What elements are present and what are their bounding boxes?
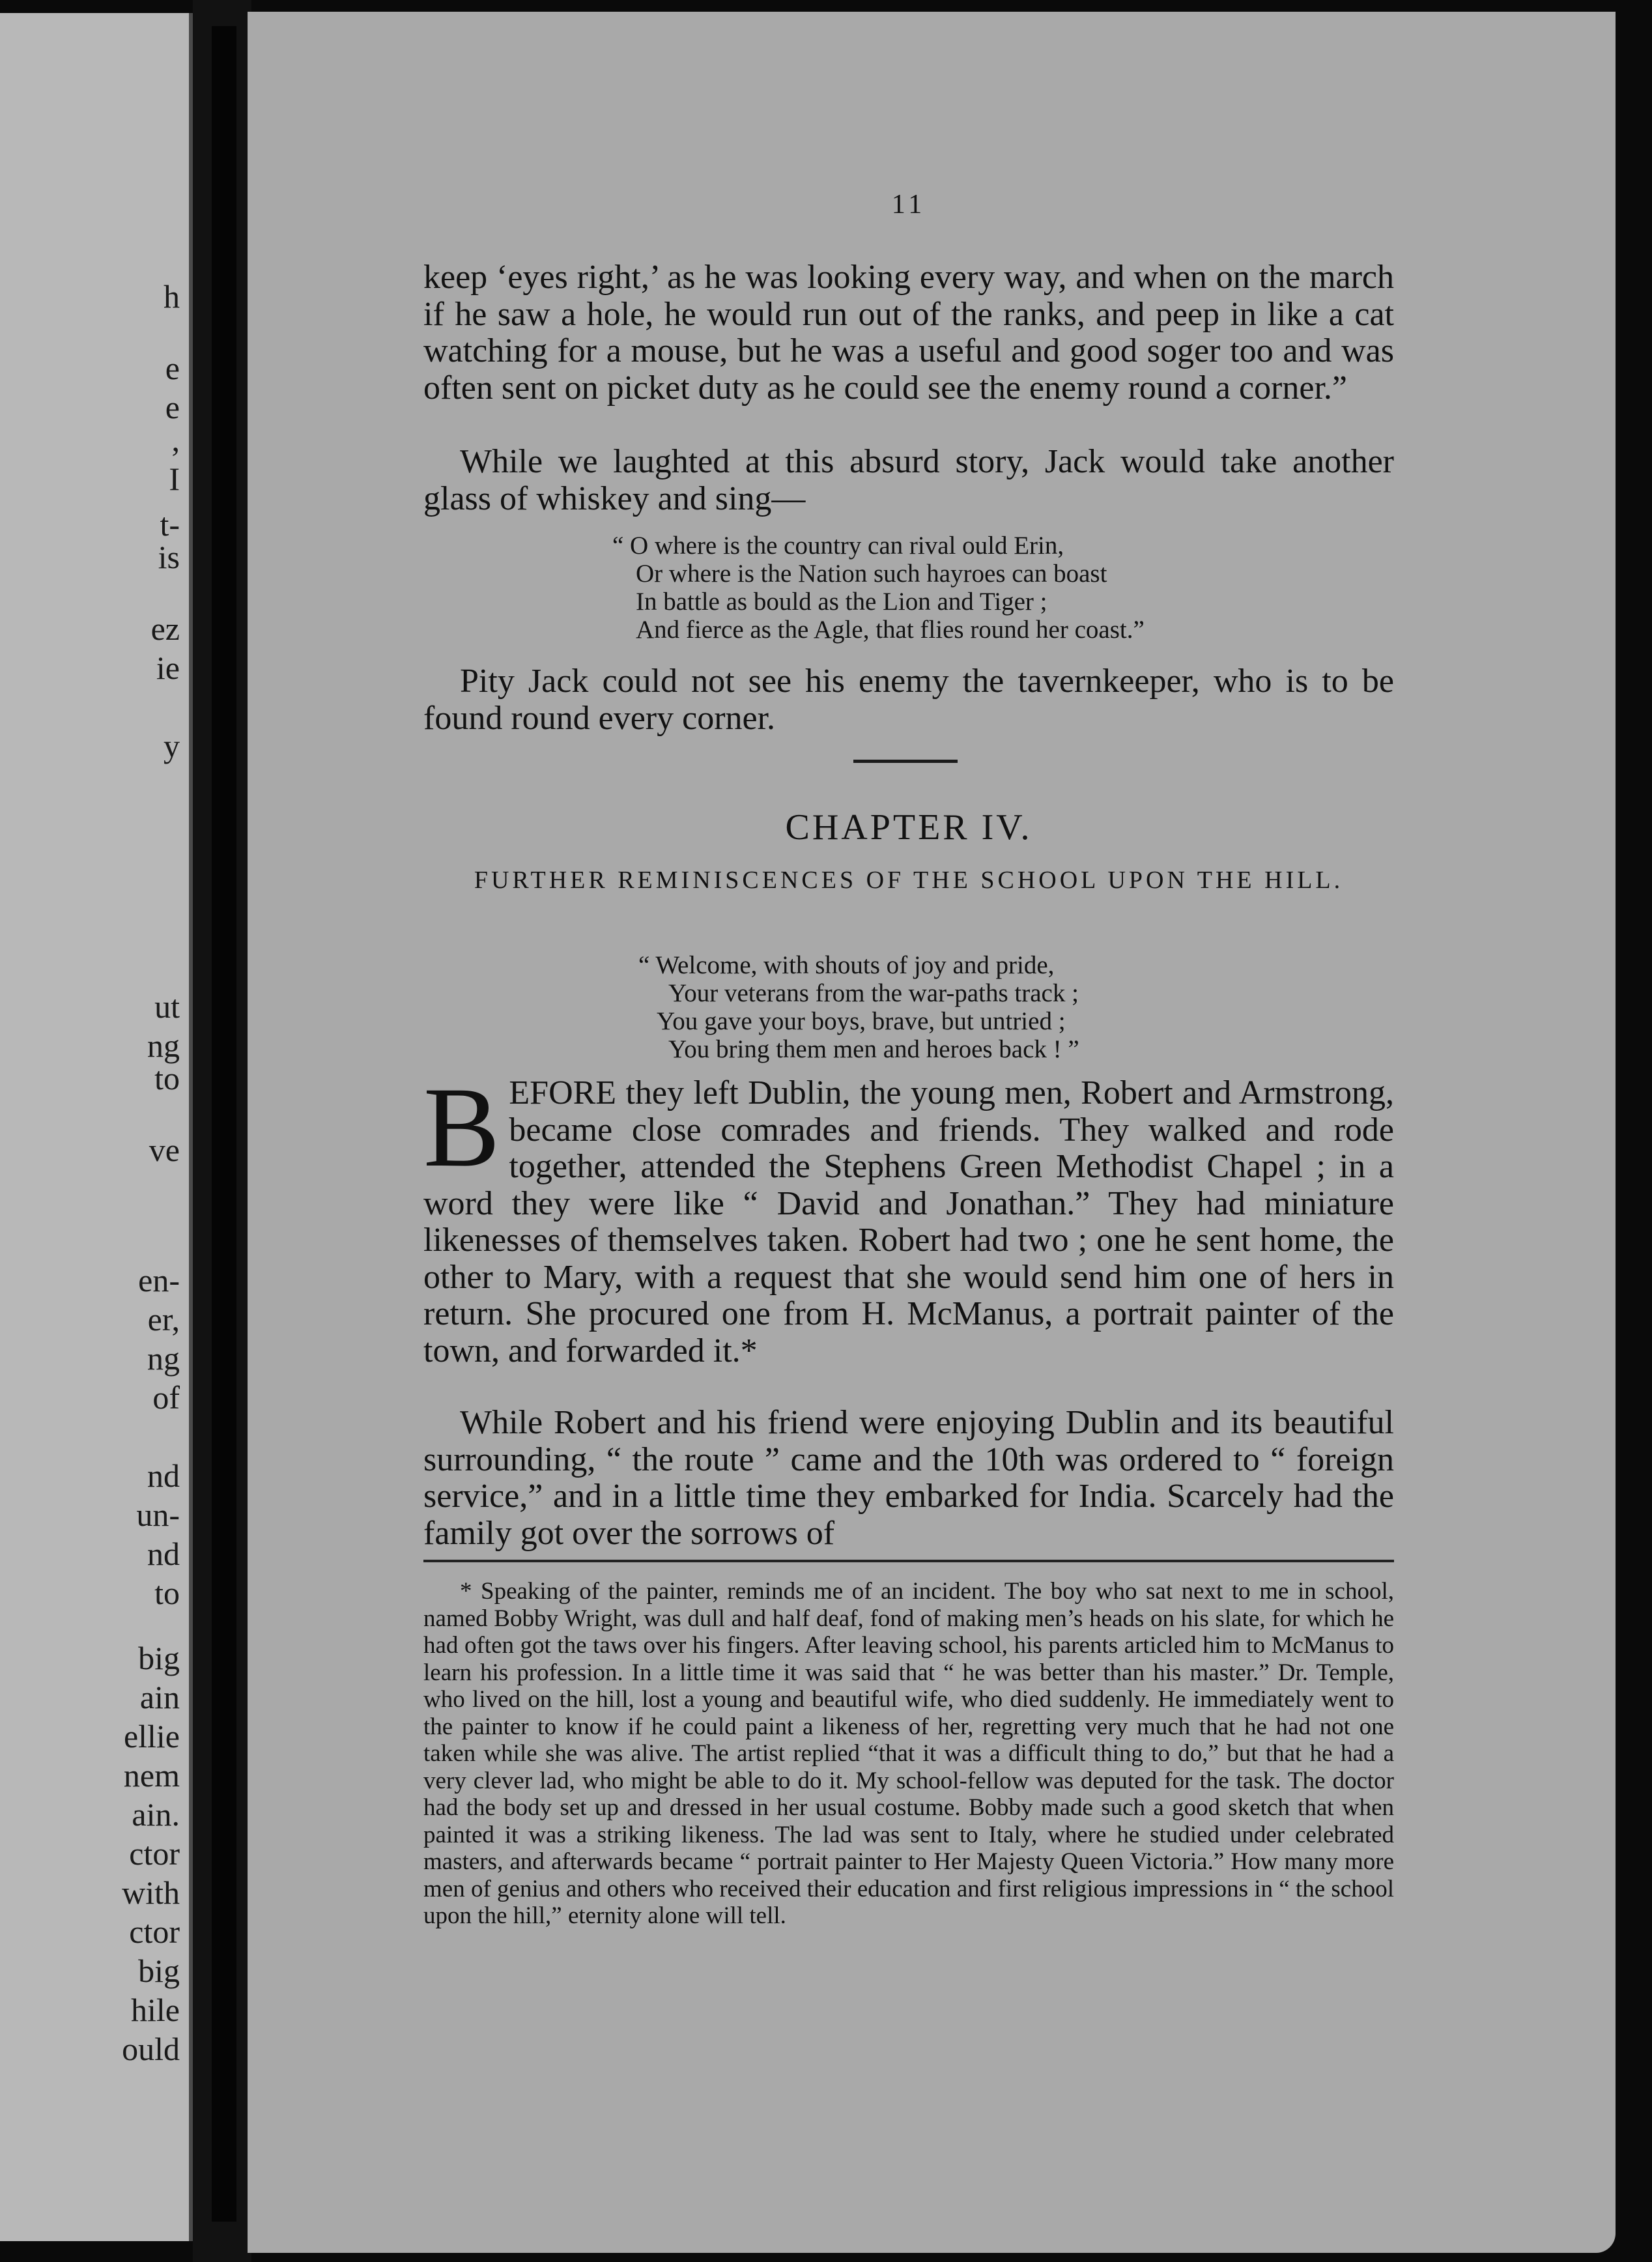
verse-welcome-lines xyxy=(638,951,1355,1063)
left-page-fragment: to xyxy=(154,1060,180,1096)
left-page-fragment: nem xyxy=(123,1757,180,1794)
left-page-fragment: big xyxy=(138,1640,180,1676)
verse-erin-lines xyxy=(612,532,1394,644)
verse-line: And fierce as the Agle, that flies round her coast.” xyxy=(636,616,1145,644)
left-page-fragment: e xyxy=(165,350,180,386)
pity-text: Pity Jack could not see his enemy the tavernkeeper, who is to be found round every corner. xyxy=(423,663,1394,737)
left-page-fragment: e xyxy=(165,389,180,425)
left-page-fragment: ellie xyxy=(123,1718,180,1754)
left-page-fragment: er, xyxy=(147,1301,180,1338)
left-page-fragment: to xyxy=(154,1575,180,1611)
chapter-title: CHAPTER IV. xyxy=(785,807,1032,848)
verse-line: “ Welcome, with shouts of joy and pride, xyxy=(638,951,1055,979)
left-page-fragment: ie xyxy=(156,650,180,686)
verse-line: “ O where is the country can rival ould Erin, xyxy=(612,532,1064,560)
left-facing-page xyxy=(0,13,193,2241)
while-paragraph xyxy=(423,1405,1394,1552)
left-page-fragment: en- xyxy=(138,1262,180,1298)
drop-cap: B xyxy=(423,1064,500,1191)
left-page-fragment: ve xyxy=(149,1132,180,1168)
left-page-fragment: ng xyxy=(147,1340,180,1377)
left-page-fragment: ut xyxy=(154,988,180,1025)
left-page-fragment: ctor xyxy=(129,1835,180,1872)
left-page-fragment: hile xyxy=(131,1992,180,2028)
continuation-paragraph xyxy=(423,259,1394,407)
right-page xyxy=(248,12,1616,2253)
continuation-text: keep ‘eyes right,’ as he was looking every way, and when on the march if he saw a hole, he would run out of the ranks, and peep in like a cat watching for a mouse, but he was a useful and good soger too and was often sent on picket duty as he could see the enemy round a corner.” xyxy=(423,259,1394,407)
pity-paragraph xyxy=(423,663,1394,737)
left-page-fragment: ain xyxy=(139,1679,180,1715)
footnote-rule xyxy=(423,1560,1394,1562)
page-number: 11 xyxy=(891,190,926,220)
verse-line: You gave your boys, brave, but untried ; xyxy=(657,1007,1066,1035)
verse-line: Your veterans from the war-paths track ; xyxy=(668,979,1079,1007)
left-page-fragment: with xyxy=(122,1874,180,1911)
left-page-fragment: ez xyxy=(150,610,180,647)
verse-line: In battle as bould as the Lion and Tiger ; xyxy=(636,588,1047,616)
left-page-fragment: h xyxy=(164,278,180,315)
left-page-fragment: is xyxy=(158,539,180,575)
verse-welcome xyxy=(638,951,1355,1063)
left-page-fragment: ctor xyxy=(129,1913,180,1950)
left-page-fragment: of xyxy=(152,1379,180,1416)
verse-erin xyxy=(612,532,1394,644)
gutter-shadow xyxy=(212,26,236,2222)
while-text: While Robert and his friend were enjoying Dublin and its beautiful surrounding, “ the route ” came and the 10th was ordered to “ foreign service,” and in a little time they embarked for India. Scarcely had the family got over the sorrows of xyxy=(423,1404,1394,1552)
left-page-fragment: , xyxy=(171,422,180,458)
left-page-fragment: nd xyxy=(147,1457,180,1494)
laugh-text: While we laughted at this absurd story, Jack would take another glass of whiskey and sing— xyxy=(423,443,1394,517)
footnote-text: * Speaking of the painter, reminds me of an incident. The boy who sat next to me in school, named Bobby Wright, was dull and half deaf, fond of making men’s heads on his slate, for which he had often got the taws over his fingers. After leaving school, his parents articled him to McManus to learn his profession. In a little time it was said that “ he was better than his master.” Dr. Temple, who lived on the hill, lost a young and beautiful wife, who died suddenly. He immediately went to the painter to know if he could paint a likeness of her, regretting very much that he had not one taken while she was alive. The artist replied “that it was a difficult thing to do,” but that he had a very clever lad, who might be able to do it. My school-fellow was deputed for the task. The doctor had the body set up and dressed in her usual costume. Bobby made such a good sketch that when painted it was a striking likeness. The lad was sent to Italy, where he studied under celebrated masters, and afterwards became “ portrait painter to Her Majesty Queen Victoria.” How many more men of genius and others who received their education and first religious impressions in “ the school upon the hill,” eternity alone will tell. xyxy=(423,1578,1394,1929)
section-divider xyxy=(853,760,958,763)
before-paragraph xyxy=(423,1064,1394,1369)
verse-line: You bring them men and heroes back ! ” xyxy=(668,1035,1079,1063)
before-text: EFORE they left Dublin, the young men, Robert and Armstrong, became close comrades and friends. They walked and rode together, attended the Stephens Green Methodist Chapel ; in a word they were like “ David and Jonathan.” They had miniature likenesses of themselves taken. Robert had two ; one he sent home, the other to Mary, with a request that she would send him one of hers in return. She procured one from H. McManus, a portrait painter of the town, and forwarded it.* xyxy=(423,1074,1394,1369)
laugh-paragraph xyxy=(423,444,1394,517)
left-page-fragment: ould xyxy=(122,2031,180,2067)
left-page-fragment: ng xyxy=(147,1027,180,1064)
left-page-fragment: ain. xyxy=(132,1796,180,1833)
left-page-fragment: y xyxy=(164,728,180,764)
left-page-fragment: t- xyxy=(160,506,180,543)
left-page-fragment: un- xyxy=(136,1496,180,1533)
verse-line: Or where is the Nation such hayroes can boast xyxy=(636,560,1107,588)
footnote xyxy=(423,1578,1394,1930)
left-page-fragment: I xyxy=(169,461,180,497)
left-page-fragment: nd xyxy=(147,1536,180,1572)
left-page-fragment: big xyxy=(138,1953,180,1989)
chapter-subtitle: FURTHER REMINISCENCES OF THE SCHOOL UPON THE HILL. xyxy=(474,866,1344,894)
